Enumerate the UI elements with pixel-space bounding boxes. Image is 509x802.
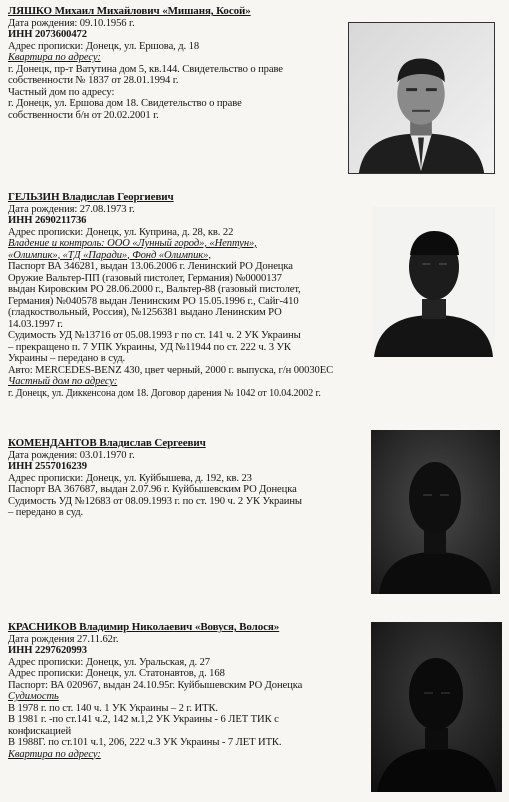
property-line: г. Донецк, ул. Ершова дом 18. Свидетельство о праве: [8, 98, 242, 109]
portrait-photo: [372, 207, 495, 357]
property-line: г. Донецк, ул. Диккенсона дом 18. Договор дарения № 1042 от 10.04.2002 г.: [8, 387, 321, 399]
registration-address: Адрес прописки: Донецк, ул. Куприна, д. 28, кв. 22: [8, 226, 234, 238]
registration-address: Адрес прописки: Донецк, ул. Куйбышева, д. 192, кв. 23: [8, 472, 252, 484]
tax-id: ИНН 2297620993: [8, 645, 87, 656]
registration-address: Адрес прописки: Донецк, ул. Статонавтов, д. 168: [8, 668, 225, 679]
conviction-line: – прекращено п. 7 УПК Украины, УД №11944 по ст. 222 ч. 3 УК: [8, 341, 291, 353]
birth-date: Дата рождения: 03.01.1970 г.: [8, 449, 135, 461]
profile-text: [8, 6, 283, 121]
property-line: собственности б/н от 20.02.2001 г.: [8, 109, 159, 121]
section-heading: Частный дом по адресу:: [8, 376, 118, 387]
registration-address: Адрес прописки: Донецк, ул. Уральская, д. 27: [8, 656, 211, 668]
portrait-photo: [348, 22, 495, 174]
passport-line: Паспорт ВА 346281, выдан 13.06.2006 г. Ленинский РО Донецка: [8, 261, 293, 272]
profile-text: [8, 192, 333, 399]
car-line: Авто: MERCEDES-BENZ 430, цвет черный, 2000 г. выпуска, г/н 00030ЕС: [8, 364, 334, 376]
birth-date: Дата рождения 27.11.62г.: [8, 633, 119, 645]
conviction-line: Украины – передано в суд.: [8, 353, 126, 364]
tax-id: ИНН 2557016239: [8, 461, 87, 472]
portrait-photo: [371, 430, 500, 594]
weapons-line: Оружие Вальтер-ПП (газовый пистолет, Германия) №0000137: [8, 272, 282, 284]
property-line: собственности № 1837 от 28.01.1994 г.: [8, 75, 179, 86]
section-heading: Частный дом по адресу:: [8, 86, 115, 98]
profile-text: [8, 438, 302, 519]
profile-name: ГЕЛЬЗИН Владислав Георгиевич: [8, 191, 174, 203]
conviction-line: В 1988Г. по ст.101 ч.1, 206, 222 ч.3 УК Украины - 7 ЛЕТ ИТК.: [8, 737, 282, 748]
conviction-line: – передано в суд.: [8, 507, 84, 518]
tax-id: ИНН 2690211736: [8, 215, 87, 226]
profile-text: [8, 622, 302, 760]
section-heading: Судимость: [8, 691, 59, 702]
profile-name: КОМЕНДАНТОВ Владислав Сергеевич: [8, 437, 206, 449]
passport-line: Паспорт: ВА 020967, выдан 24.10.95г. Куйбышевским РО Донецка: [8, 679, 303, 691]
weapons-line: (гладкоствольный, Россия), №1256381 выдано Ленинским РО: [8, 307, 282, 318]
conviction-line: В 1978 г. по ст. 140 ч. 1 УК Украины – 2 г. ИТК.: [8, 702, 218, 714]
portrait-photo: [371, 622, 502, 792]
tax-id: ИНН 2073600472: [8, 29, 87, 40]
profile-name: КРАСНИКОВ Владимир Николаевич «Вовуся, Волося»: [8, 621, 280, 633]
conviction-line: Судимость УД №13716 от 05.08.1993 г по ст. 141 ч. 2 УК Украины: [8, 330, 301, 341]
passport-line: Паспорт ВА 367687, выдан 2.07.96 г. Куйбышевским РО Донецка: [8, 484, 297, 495]
conviction-line: Судимость УД №12683 от 08.09.1993 г. по ст. 190 ч. 2 УК Украины: [8, 495, 302, 507]
weapons-line: Германия) №040578 выдан Ленинским РО 15.05.1996 г., Сайг-410: [8, 295, 299, 307]
section-heading: Квартира по адресу:: [8, 748, 101, 760]
registration-address: Адрес прописки: Донецк, ул. Ершова, д. 18: [8, 40, 200, 52]
conviction-line: В 1981 г. -по ст.141 ч.2, 142 м.1,2 УК Украины - 6 ЛЕТ ТИК с: [8, 714, 279, 725]
section-heading: Квартира по адресу:: [8, 52, 101, 63]
section-heading: «Олимпик», «ТД «Паради», Фонд «Олимпик»,: [8, 249, 211, 261]
birth-date: Дата рождения: 09.10.1956 г.: [8, 17, 135, 29]
conviction-line: конфискацией: [8, 725, 72, 737]
property-line: г. Донецк, пр-т Ватутина дом 5, кв.144. Свидетельство о праве: [8, 63, 283, 75]
birth-date: Дата рождения: 27.08.1973 г.: [8, 203, 135, 215]
profile-name: ЛЯШКО Михаил Михайлович «Мишаня, Косой»: [8, 5, 251, 17]
weapons-line: 14.03.1997 г.: [8, 318, 63, 330]
section-heading: Владение и контроль: ООО «Лунный город», «Нептун»,: [8, 238, 257, 249]
weapons-line: выдан Кировским РО 28.06.2000 г., Вальтер-88 (газовый пистолет,: [8, 284, 301, 295]
